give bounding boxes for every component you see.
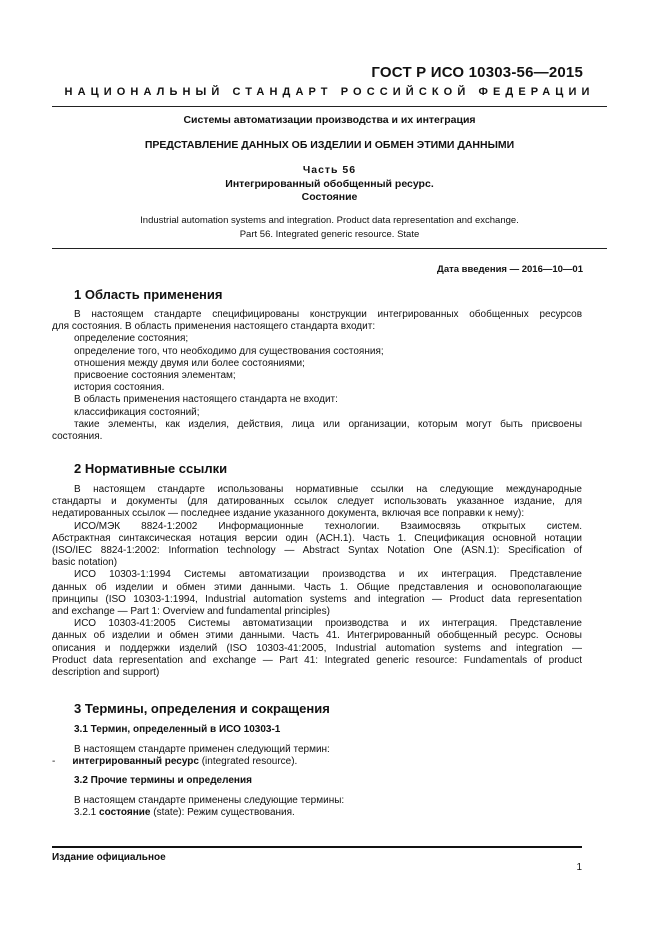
text-line: В настоящем стандарте специфицированы конструкции интегрированных обобщенных ресурсов xyxy=(74,309,582,320)
title-english-1: Industrial automation systems and integration. Product data representation and exchange. xyxy=(140,215,519,226)
text-line: история состояния. xyxy=(74,382,165,394)
text-line: ИСО 10303-41:2005 Системы автоматизации производства и их интеграция. Представление xyxy=(74,618,582,630)
text-line: ИСО 10303-1:1994 Системы автоматизации производства и их интеграция. Представление xyxy=(74,569,582,581)
term-def: (state): Режим существования. xyxy=(150,807,295,819)
text-line: В область применения настоящего стандарта не входит: xyxy=(74,394,338,406)
title-part-name-1: Интегрированный обобщенный ресурс. xyxy=(225,178,434,190)
text-line: описания и поддержки изделий (ISO 10303-41:2005, Industrial automation systems and integration — xyxy=(52,642,582,654)
section-2-body xyxy=(52,484,582,679)
national-standard-banner: НАЦИОНАЛЬНЫЙ СТАНДАРТ РОССИЙСКОЙ ФЕДЕРАЦИИ xyxy=(64,86,595,98)
term-item xyxy=(52,756,582,768)
subsection-3-2-body xyxy=(52,795,582,819)
text-line: and exchange — Part 1: Overview and fundamental principles) xyxy=(52,606,330,618)
text-line: стандарты и документы (для датированных ссылок следует использовать указанное издание, для xyxy=(52,496,582,508)
title-divider xyxy=(52,248,607,249)
subsection-3-1-body xyxy=(52,744,582,768)
edition-label: Издание официальное xyxy=(52,852,166,863)
text-line: В настоящем стандарте использованы нормативные ссылки на следующие международные xyxy=(74,484,582,495)
text-line: В настоящем стандарте применены следующие термины: xyxy=(74,795,345,806)
list-dash: - xyxy=(52,756,56,768)
text-line: В настоящем стандарте применен следующий термин: xyxy=(74,744,330,755)
section-2-heading: 2 Нормативные ссылки xyxy=(74,461,228,476)
term-number: 3.2.1 xyxy=(74,807,100,819)
section-3-heading: 3 Термины, определения и сокращения xyxy=(74,701,330,716)
introduction-date: Дата введения — 2016—10—01 xyxy=(437,264,583,275)
subsection-3-1-heading: 3.1 Термин, определенный в ИСО 10303-1 xyxy=(74,724,281,735)
text-line: Product data representation and exchange — Part 41: Integrated generic resource: Fundamentals of product xyxy=(52,654,582,666)
subsection-3-2-heading: 3.2 Прочие термины и определения xyxy=(74,775,252,786)
text-line: (ISO/IEC 8824-1:2002: Information technology — Abstract Syntax Notation One (ASN.1): Specification of xyxy=(52,545,582,557)
title-english-2: Part 56. Integrated generic resource. State xyxy=(239,229,420,240)
title-series: Системы автоматизации производства и их интеграция xyxy=(183,114,476,126)
header-divider xyxy=(52,106,607,107)
text-line: description and support) xyxy=(52,667,160,679)
page-number: 1 xyxy=(576,862,582,873)
footer-divider xyxy=(52,846,582,848)
text-line: ИСО/МЭК 8824-1:2002 Информационные технологии. Взаимосвязь открытых систем. xyxy=(74,520,582,532)
title-main: ПРЕДСТАВЛЕНИЕ ДАННЫХ ОБ ИЗДЕЛИИ И ОБМЕН ЭТИМИ ДАННЫМИ xyxy=(144,139,515,151)
title-part-number: Часть 56 xyxy=(302,164,357,176)
term-name: состояние xyxy=(99,807,151,819)
document-number: ГОСТ Р ИСО 10303-56—2015 xyxy=(371,64,583,81)
text-line: отношения между двумя или более состояниями; xyxy=(74,357,305,369)
text-line: состояния. xyxy=(52,431,103,443)
text-line: определение состояния; xyxy=(74,333,189,345)
text-line: basic notation) xyxy=(52,557,118,569)
text-line: для состояния. В область применения настоящего стандарта входит: xyxy=(52,321,376,333)
text-line: данных об изделии и обмен этими данными. Часть 1. Общие представления и основополагающие xyxy=(52,581,582,593)
term-definition xyxy=(52,807,582,819)
term-english: (integrated resource). xyxy=(198,756,298,768)
title-part-name-2: Состояние xyxy=(301,191,358,203)
text-line: принципы (ISO 10303-1:1994, Industrial automation systems and integration — Product data representation xyxy=(52,593,582,605)
text-line: присвоение состояния элементам; xyxy=(74,370,236,382)
section-1-body xyxy=(52,309,582,443)
text-line: классификация состояний; xyxy=(74,406,200,418)
text-line: определение того, что необходимо для существования состояния; xyxy=(74,345,384,357)
text-line: такие элементы, как изделия, действия, лица или организации, которым могут быть присвоены xyxy=(74,418,582,430)
text-line: недатированных ссылок — последнее издание указанного документа, включая все поправки к нему): xyxy=(52,508,525,520)
text-line: Абстрактная синтаксическая нотация версии один (АСН.1). Часть 1. Спецификация основной нотации xyxy=(52,532,582,544)
term-name: интегрированный ресурс xyxy=(72,756,199,768)
section-1-heading: 1 Область применения xyxy=(74,287,223,302)
text-line: данных об изделии и обмен этими данными. Часть 41. Интегрированный обобщенный ресурс. Основы xyxy=(52,630,582,642)
